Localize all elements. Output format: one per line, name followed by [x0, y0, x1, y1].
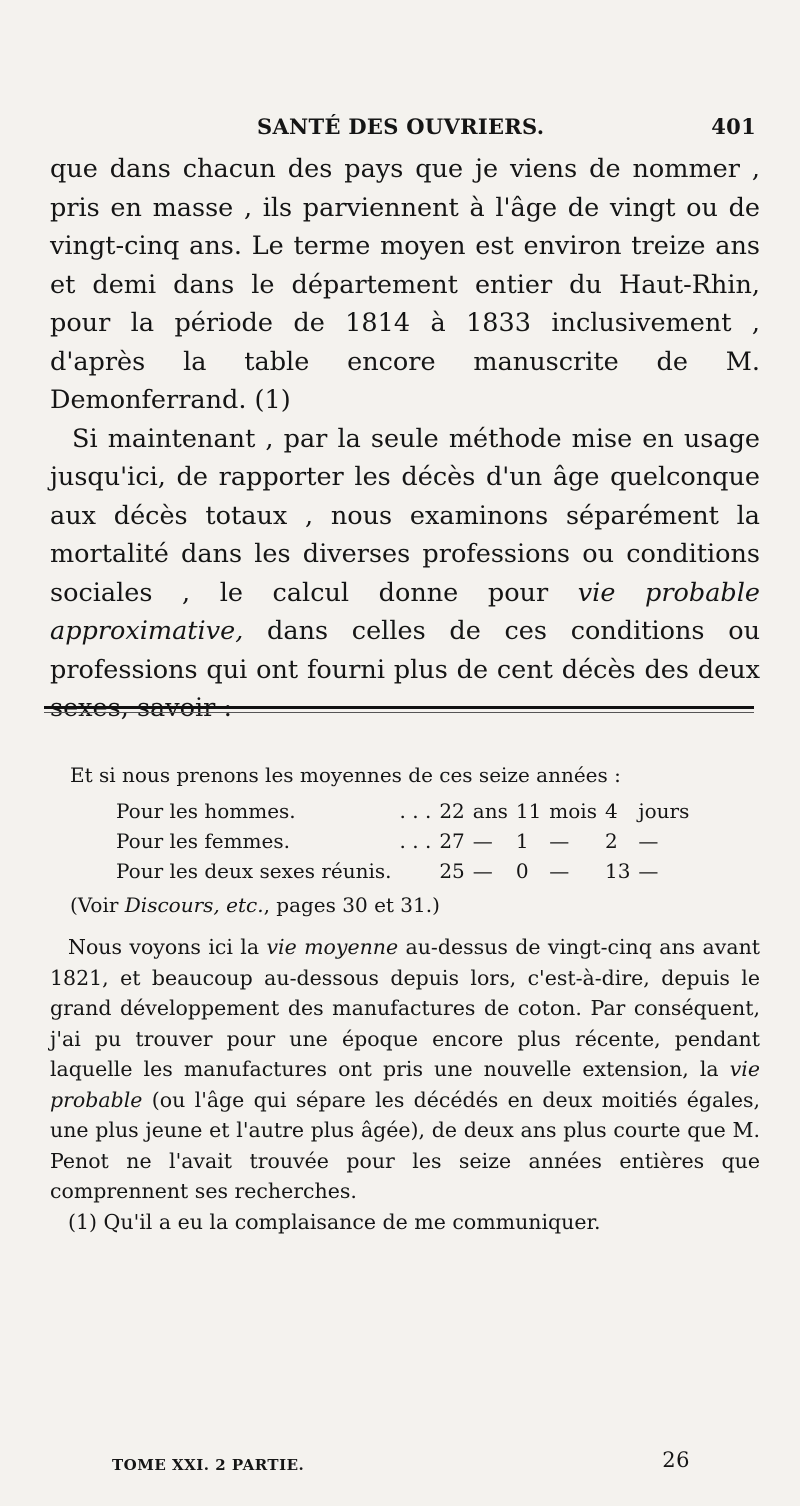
section-rule	[44, 706, 754, 709]
commentary-text-b: au-dessus de vingt-cinq ans avant 1821, et beaucoup au-dessous depuis lors, c'est-à-dire, depuis le grand développement des manufactures de coton. Par conséquent, j'ai pu trouver pour une époque encore plus récente, pendant laquelle les manufactures ont pris une nouvelle extension, la	[50, 935, 761, 1081]
row-dots: . . .	[399, 799, 432, 823]
row-years: 27	[439, 829, 465, 853]
reference-italic: Discours, etc.	[124, 893, 264, 917]
commentary-italic-2: vie probable	[50, 1057, 760, 1112]
paragraph-2-text-a: Si maintenant , par la seule méthode mise en usage jusqu'ici, de rapporter les décès d'un âge quelconque aux décès totaux , nous examinons séparément la mortalité dans les diverses professions ou conditions sociales , le calcul donne pour	[50, 423, 760, 608]
row-years: 22	[439, 799, 465, 823]
row-months-unit: mois	[549, 799, 597, 823]
running-title: SANTÉ DES OUVRIERS.	[257, 114, 545, 139]
page-number: 401	[711, 114, 756, 139]
row-months-unit: —	[549, 859, 570, 883]
commentary-section	[50, 932, 760, 1237]
row-years-unit: —	[472, 859, 493, 883]
row-years-unit: —	[472, 829, 493, 853]
row-months: 0	[515, 859, 529, 883]
paragraph-2	[50, 420, 760, 728]
paragraph-2-italic: vie probable approximative,	[50, 577, 760, 646]
averages-table	[116, 796, 697, 886]
row-years-unit: ans	[472, 799, 508, 823]
row-days: 4	[604, 799, 618, 823]
averages-intro: Et si nous prenons les moyennes de ces seize années :	[70, 763, 621, 787]
row-label: Pour les hommes.	[116, 799, 296, 823]
row-dots	[400, 856, 440, 886]
table-row	[116, 826, 697, 856]
paragraph-1: que dans chacun des pays que je viens de nommer , pris en masse , ils parviennent à l'âge de vingt ou de vingt-cinq ans. Le terme moyen est environ treize ans et demi dans le département entier du Haut-Rhin, pour la période de 1814 à 1833 inclusivement , d'après la table encore manuscrite de M. Demonferrand. (1)	[50, 154, 760, 415]
reference-open: (Voir	[70, 893, 125, 917]
row-months: 1	[515, 829, 529, 853]
row-days-unit: —	[638, 859, 659, 883]
row-years: 25	[439, 859, 465, 883]
paragraph-2-text-b: dans celles de ces conditions ou professions qui ont fourni plus de cent décès des deux sexes, savoir :	[50, 616, 760, 723]
footnote: (1) Qu'il a eu la complaisance de me communiquer.	[68, 1209, 601, 1234]
commentary-paragraph	[50, 932, 760, 1207]
row-days: 2	[604, 829, 618, 853]
tome-label: TOME XXI. 2 PARTIE.	[112, 1456, 305, 1474]
reference-close: , pages 30 et 31.)	[263, 893, 440, 917]
row-months-unit: —	[549, 829, 570, 853]
signature-mark: 26	[662, 1448, 690, 1472]
row-days-unit: —	[638, 829, 659, 853]
row-dots: . . .	[399, 829, 432, 853]
row-label: Pour les deux sexes réunis.	[116, 859, 392, 883]
table-row	[116, 856, 697, 886]
commentary-italic-1: vie moyenne	[266, 935, 399, 959]
commentary-text-a: Nous voyons ici la	[68, 935, 267, 959]
main-text	[50, 150, 760, 728]
row-label: Pour les femmes.	[116, 829, 290, 853]
reference-note	[70, 890, 760, 920]
row-months: 11	[515, 799, 542, 823]
page-footer	[112, 1448, 690, 1486]
table-row	[116, 796, 697, 826]
averages-section	[70, 760, 760, 920]
row-days-unit: jours	[638, 799, 690, 823]
row-days: 13	[604, 859, 631, 883]
page-header	[40, 110, 760, 142]
commentary-text-c: (ou l'âge qui sépare les décédés en deux moitiés égales, une plus jeune et l'autre plus âgée), de deux ans plus courte que M. Penot ne l'avait trouvée pour les seize années entières que comprennent ses recherches.	[50, 1087, 760, 1203]
section-rule-thin	[44, 712, 754, 713]
